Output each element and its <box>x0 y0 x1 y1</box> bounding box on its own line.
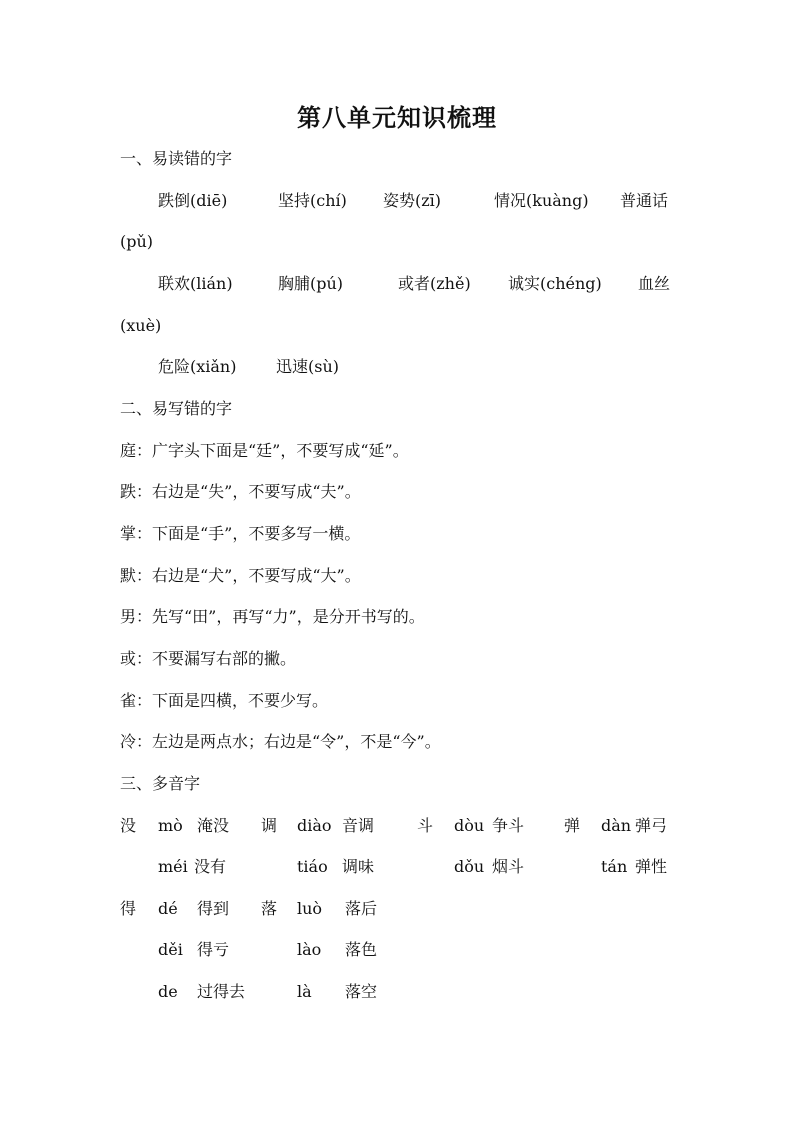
reading-row-2-cont: (xuè) <box>120 316 162 335</box>
word: 弹性 <box>635 857 668 876</box>
polyphone-char: 得 <box>120 899 137 918</box>
reading-item: 危险(xiǎn) <box>158 357 237 376</box>
reading-item: 迅速(sù) <box>276 357 340 376</box>
writing-item: 掌：下面是“手”，不要多写一横。 <box>120 524 361 543</box>
polyphone-char: 落 <box>261 899 278 918</box>
polyphone-char: 没 <box>120 816 137 835</box>
reading-item: 坚持(chí) <box>278 191 347 210</box>
writing-item: 男：先写“田”，再写“力”，是分开书写的。 <box>120 607 425 626</box>
reading-item: 血丝 <box>638 274 671 293</box>
word: 烟斗 <box>492 857 525 876</box>
pinyin: mò <box>158 816 183 835</box>
pinyin: méi <box>158 857 188 876</box>
pinyin: diào <box>297 816 332 835</box>
reading-row-3 <box>120 356 680 378</box>
word: 争斗 <box>492 816 525 835</box>
section-heading-3: 三、多音字 <box>120 774 201 793</box>
pinyin: de <box>158 982 178 1001</box>
reading-item: 或者(zhě) <box>398 274 471 293</box>
word: 弹弓 <box>635 816 668 835</box>
word: 落色 <box>345 940 378 959</box>
pinyin: dǒu <box>454 857 485 876</box>
polyphone-row <box>120 939 680 961</box>
pinyin: děi <box>158 940 183 959</box>
writing-item: 庭：广字头下面是“廷”，不要写成“延”。 <box>120 441 409 460</box>
page-title: 第八单元知识梳理 <box>297 103 497 132</box>
reading-item: 胸脯(pú) <box>278 274 344 293</box>
reading-row-1 <box>120 190 680 212</box>
section-heading-1: 一、易读错的字 <box>120 149 233 168</box>
word: 音调 <box>342 816 375 835</box>
pinyin: dòu <box>454 816 485 835</box>
polyphone-row <box>120 981 680 1003</box>
word: 没有 <box>194 857 227 876</box>
word: 得亏 <box>197 940 230 959</box>
word: 落空 <box>345 982 378 1001</box>
pinyin: dé <box>158 899 178 918</box>
polyphone-row <box>120 815 680 837</box>
section-heading-2: 二、易写错的字 <box>120 399 233 418</box>
reading-item: 跌倒(diē) <box>158 191 228 210</box>
writing-item: 跌：右边是“失”，不要写成“夫”。 <box>120 482 361 501</box>
writing-item: 雀：下面是四横，不要少写。 <box>120 691 329 710</box>
polyphone-char: 调 <box>261 816 278 835</box>
pinyin: là <box>297 982 312 1001</box>
reading-row-2 <box>120 273 680 295</box>
word: 淹没 <box>197 816 230 835</box>
word: 落后 <box>345 899 378 918</box>
reading-item: 姿势(zī) <box>383 191 442 210</box>
pinyin: dàn <box>601 816 632 835</box>
word: 过得去 <box>197 982 246 1001</box>
pinyin: tiáo <box>297 857 328 876</box>
reading-item: 普通话 <box>620 191 669 210</box>
pinyin: luò <box>297 899 323 918</box>
reading-item: 情况(kuàng) <box>494 191 589 210</box>
polyphone-char: 弹 <box>564 816 581 835</box>
polyphone-row <box>120 898 680 920</box>
word: 调味 <box>342 857 375 876</box>
polyphone-char: 斗 <box>417 816 434 835</box>
writing-item: 冷：左边是两点水；右边是“令”，不是“今”。 <box>120 732 441 751</box>
word: 得到 <box>197 899 230 918</box>
reading-item: 联欢(lián) <box>158 274 233 293</box>
reading-item: 诚实(chéng) <box>508 274 602 293</box>
pinyin: tán <box>601 857 628 876</box>
reading-row-1-cont: (pǔ) <box>120 232 154 251</box>
pinyin: lào <box>297 940 322 959</box>
writing-item: 或：不要漏写右部的撇。 <box>120 649 297 668</box>
polyphone-row <box>120 856 680 878</box>
writing-item: 默：右边是“犬”，不要写成“大”。 <box>120 566 361 585</box>
